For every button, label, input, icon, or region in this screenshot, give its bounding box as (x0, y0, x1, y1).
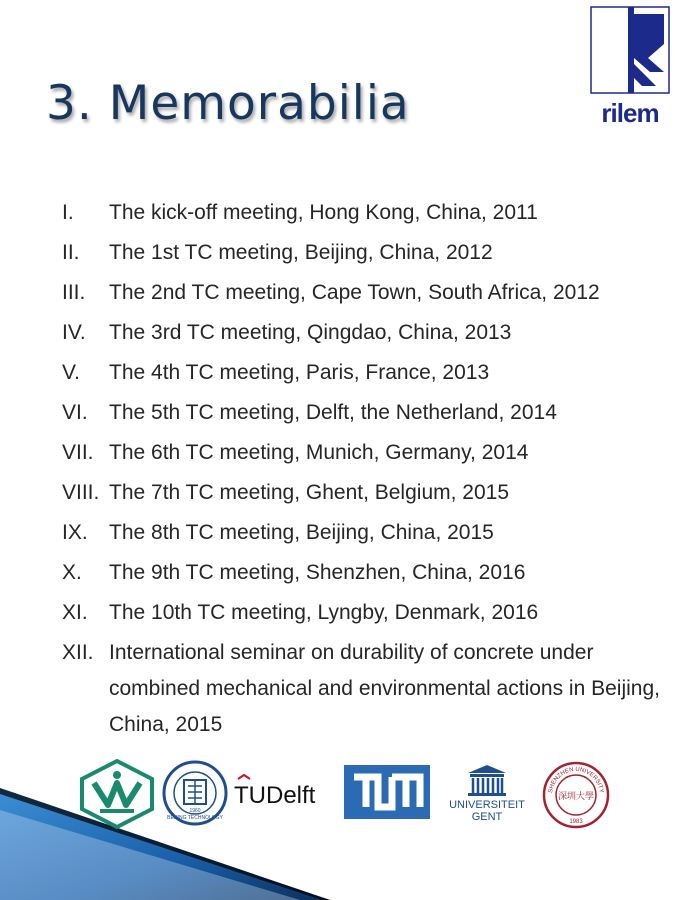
item-text: The 8th TC meeting, Beijing, China, 2015 (109, 521, 494, 544)
item-text: The 9th TC meeting, Shenzhen, China, 2016 (109, 561, 526, 584)
item-text: The 6th TC meeting, Munich, Germany, 2014 (109, 441, 529, 464)
item-number: XII. (62, 641, 94, 664)
list-item (62, 233, 662, 273)
tum-label (430, 765, 431, 766)
list-item (62, 513, 662, 553)
list-item (62, 313, 662, 353)
item-number: I. (62, 201, 74, 224)
ugent-line2: GENT (471, 811, 503, 823)
item-number: VII. (62, 441, 94, 464)
item-text: The 2nd TC meeting, Cape Town, South Africa, 2012 (109, 281, 600, 304)
rilem-wordmark: rilem (601, 98, 659, 126)
tum-mark-icon (344, 765, 430, 819)
green-association-logo (80, 759, 154, 829)
bjut-seal-text: BEIJING TECHNOLOGY (167, 815, 223, 821)
list-item (62, 553, 662, 593)
tum-logo (344, 765, 430, 819)
szu-seal-logo (542, 761, 610, 829)
item-number: V. (62, 361, 80, 384)
list-item (62, 393, 662, 433)
item-text: The 3rd TC meeting, Qingdao, China, 2013 (109, 321, 512, 344)
list-item (62, 593, 662, 633)
list-item (62, 473, 662, 513)
item-number: VIII. (62, 481, 100, 504)
item-number: IX. (62, 521, 88, 544)
item-number: IV. (62, 321, 86, 344)
list-item (62, 193, 662, 233)
list-item (62, 353, 662, 393)
slide-title: 3. Memorabilia (46, 76, 410, 131)
szu-seal-chars: 深圳大學 (557, 792, 595, 802)
ugent-line1: UNIVERSITEIT (449, 799, 525, 811)
list-item (62, 633, 662, 743)
item-text: The 7th TC meeting, Ghent, Belgium, 2015 (109, 481, 510, 504)
partner-logos (80, 755, 620, 835)
item-number: III. (62, 281, 86, 304)
list-item (62, 273, 662, 313)
item-text: The 5th TC meeting, Delft, the Netherland, 2014 (109, 401, 557, 424)
item-text: The 4th TC meeting, Paris, France, 2013 (109, 361, 490, 384)
tudelft-wordmark: TUDelft (234, 782, 316, 809)
item-text: The 1st TC meeting, Beijing, China, 2012 (109, 241, 493, 264)
szu-seal-text: SHENZHEN UNIVERSITY (548, 766, 604, 794)
list-item (62, 433, 662, 473)
tudelft-logo (234, 773, 326, 809)
szu-seal-year: 1983 (569, 819, 583, 825)
item-number: II. (62, 241, 80, 264)
rilem-logo (590, 6, 670, 126)
item-text: The kick-off meeting, Hong Kong, China, 2011 (109, 201, 538, 224)
bjut-seal-year: 1960 (189, 808, 201, 814)
item-text: The 10th TC meeting, Lyngby, Denmark, 2016 (109, 601, 539, 624)
memorabilia-list (62, 193, 662, 743)
ugent-logo (444, 763, 530, 825)
bjut-seal-logo (162, 760, 228, 826)
item-text: International seminar on durability of concrete under combined mechanical and environmental actions in Beijing, China, 2015 (109, 641, 660, 736)
item-number: VI. (62, 401, 88, 424)
item-number: XI. (62, 601, 88, 624)
item-number: X. (62, 561, 82, 584)
